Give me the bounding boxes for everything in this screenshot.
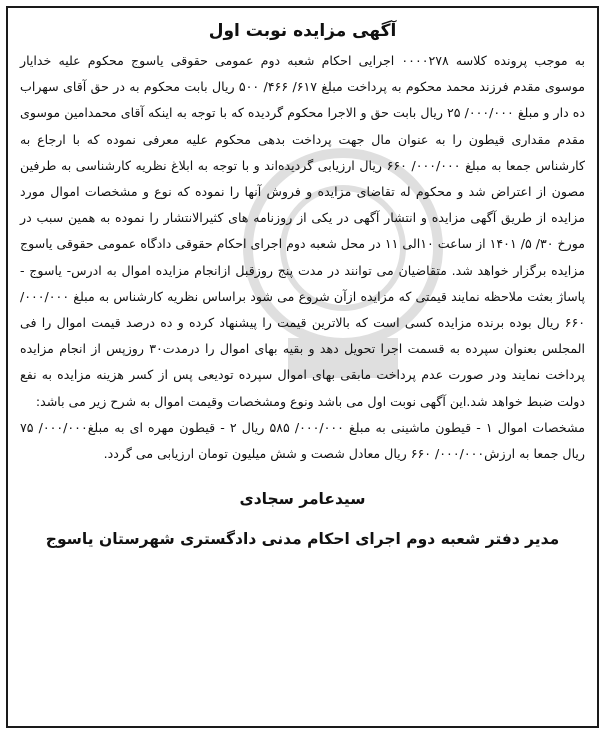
- signer-name: سیدعامر سجادی: [239, 490, 366, 509]
- notice-title: آگهی مزایده نوبت اول: [208, 21, 397, 41]
- notice-paragraph-items: مشخصات اموال ۱ - قیطون ماشینی به مبلغ ۰۰۰/۰۰۰/ ۵۸۵ ریال ۲ - قیطون مهره ای به مبلغ۰۰۰/۰۰۰/ ۷۵ ریال جمعا به ارزش۰۰۰/۰۰۰/ ۶۶۰ ریال معادل شصت و شش میلیون تومان ارزیابی می گردد.: [20, 419, 585, 462]
- notice-paragraph-main: به موجب پرونده کلاسه ۰۰۰۰۲۷۸ اجرایی احکام شعبه دوم عمومی حقوقی یاسوج محکوم علیه خدایار موسوی مقدم فرزند محمد محکوم به پرداخت مبلغ ۶۱۷/ ۴۶۶/ ۵۰۰ ریال بابت محکوم به در حق آقای سهراب ده دار و مبلغ ۰۰۰/۰۰۰/ ۲۵ ریال بابت حق و الاجرا محکوم گردیده که با توجه به اینکه آقای محمدامین موسوی مقدم مقداری قیطون را به عنوان مال جهت پرداخت بدهی محکوم علیه معرفی نموده که با ارجاع به کارشناس جمعا به مبلغ ۰۰۰/۰۰۰/ ۶۶۰ ریال ارزیابی گردیده‌اند و با توجه به ابلاغ نظریه کارشناسی به طرفین مصون از اعتراض شد و محکوم له تقاضای مزایده و فروش آنها را نموده که نوع و مشخصات اموال مورد مزایده از طریق آگهی مزایده و انتشار آگهی در یکی از روزنامه های کثیرالانتشار را نموده به همین سبب در مورخ ۳۰/ ۵/ ۱۴۰۱ از ساعت ۱۰الی ۱۱ در محل شعبه دوم اجرای احکام حقوقی دادگاه عمومی حقوقی یاسوج مزایده برگزار خواهد شد. متقاضیان می توانند در مدت پنج روزقبل ازانجام مزایده اموال به ادرس- یاسوج - پاساژ بعثت ملاحظه نمایند قیمتی که مزایده ازآن شروع می شود براساس نظریه کارشناس به مبلغ ۰۰۰/۰۰۰/ ۶۶۰ ریال بوده برنده مزایده کسی است که بالاترین قیمت را پیشنهاد کرده و ده درصد قیمت اموال را فی المجلس بعنوان سپرده به قسمت اجرا تحویل دهد و بقیه بهای اموال را درمدت۳۰ روزپس از انجام مزایده پرداخت نمایند ودر صورت عدم پرداخت مابقی بهای اموال سپرده تودیعی پس از کسر هزینه مزایده به نفع دولت ضبط خواهد شد.این آگهی نوبت اول می باشد ونوع ومشخصات وقیمت اموال به شرح زیر می باشد:: [20, 53, 586, 409]
- notice-frame: [6, 6, 599, 728]
- signer-title: مدیر دفتر شعبه دوم اجرای احکام مدنی دادگستری شهرستان یاسوج: [45, 530, 560, 549]
- notice-body: [20, 48, 585, 467]
